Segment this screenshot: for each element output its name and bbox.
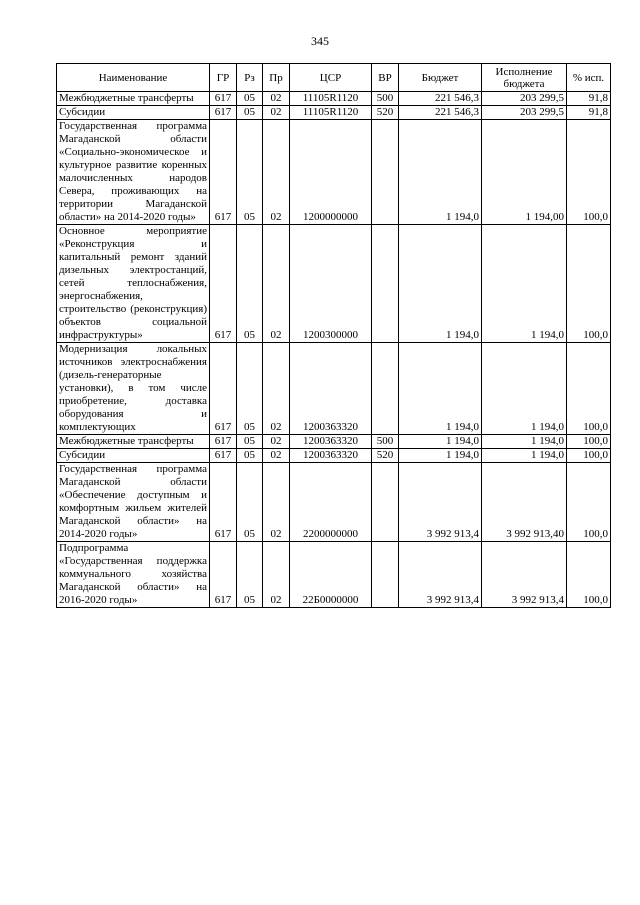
row-budget: 1 194,0 <box>399 449 482 463</box>
row-gr: 617 <box>210 120 237 225</box>
row-budget: 221 546,3 <box>399 106 482 120</box>
row-budget: 1 194,0 <box>399 120 482 225</box>
row-execution: 203 299,5 <box>482 92 567 106</box>
row-pr: 02 <box>263 120 290 225</box>
header-gr: ГР <box>210 64 237 92</box>
row-rz: 05 <box>237 463 263 542</box>
row-vr: 500 <box>372 435 399 449</box>
table-row <box>57 435 611 449</box>
row-rz: 05 <box>237 542 263 608</box>
row-percent: 91,8 <box>567 106 611 120</box>
row-percent: 100,0 <box>567 343 611 435</box>
row-gr: 617 <box>210 435 237 449</box>
row-budget: 1 194,0 <box>399 343 482 435</box>
row-percent: 100,0 <box>567 463 611 542</box>
row-gr: 617 <box>210 92 237 106</box>
row-csr: 11105R1120 <box>290 106 372 120</box>
row-rz: 05 <box>237 435 263 449</box>
row-budget: 1 194,0 <box>399 435 482 449</box>
row-execution: 1 194,0 <box>482 343 567 435</box>
row-name: Государственная программа Магаданской области «Обеспечение доступным и комфортным жильем жителей Магаданской области» на 2014-2020 годы» <box>57 463 210 542</box>
header-pr: Пр <box>263 64 290 92</box>
row-execution: 1 194,0 <box>482 225 567 343</box>
table-row <box>57 92 611 106</box>
row-budget: 3 992 913,4 <box>399 463 482 542</box>
row-vr <box>372 542 399 608</box>
row-gr: 617 <box>210 343 237 435</box>
row-pr: 02 <box>263 449 290 463</box>
row-pr: 02 <box>263 92 290 106</box>
row-csr: 1200000000 <box>290 120 372 225</box>
row-rz: 05 <box>237 343 263 435</box>
row-rz: 05 <box>237 120 263 225</box>
header-csr: ЦСР <box>290 64 372 92</box>
row-execution: 3 992 913,40 <box>482 463 567 542</box>
row-vr: 500 <box>372 92 399 106</box>
row-execution: 1 194,0 <box>482 435 567 449</box>
header-name: Наименование <box>57 64 210 92</box>
row-name: Субсидии <box>57 106 210 120</box>
row-csr: 11105R1120 <box>290 92 372 106</box>
header-budget: Бюджет <box>399 64 482 92</box>
row-name: Основное мероприятие «Реконструкция и капитальный ремонт зданий дизельных электростанций, сетей теплоснабжения, энергоснабжения, строительство (реконструкция) объектов социальной инфраструктуры» <box>57 225 210 343</box>
table-row <box>57 343 611 435</box>
budget-table <box>56 63 611 608</box>
row-rz: 05 <box>237 92 263 106</box>
table-row <box>57 463 611 542</box>
row-name: Государственная программа Магаданской области «Социально-экономическое и культурное развитие коренных малочисленных народов Севера, проживающих на территории Магаданской области» на 2014-2020 годы» <box>57 120 210 225</box>
row-gr: 617 <box>210 542 237 608</box>
row-vr <box>372 343 399 435</box>
row-rz: 05 <box>237 449 263 463</box>
row-vr: 520 <box>372 106 399 120</box>
table-row <box>57 120 611 225</box>
row-name: Субсидии <box>57 449 210 463</box>
row-gr: 617 <box>210 106 237 120</box>
table-row <box>57 106 611 120</box>
row-rz: 05 <box>237 225 263 343</box>
row-budget: 221 546,3 <box>399 92 482 106</box>
row-rz: 05 <box>237 106 263 120</box>
row-csr: 2200000000 <box>290 463 372 542</box>
row-percent: 100,0 <box>567 225 611 343</box>
row-execution: 3 992 913,4 <box>482 542 567 608</box>
row-percent: 100,0 <box>567 542 611 608</box>
row-percent: 100,0 <box>567 435 611 449</box>
row-vr <box>372 225 399 343</box>
row-execution: 1 194,0 <box>482 449 567 463</box>
row-pr: 02 <box>263 106 290 120</box>
row-csr: 1200363320 <box>290 343 372 435</box>
header-execution: Исполнение бюджета <box>482 64 567 92</box>
row-percent: 91,8 <box>567 92 611 106</box>
row-csr: 1200363320 <box>290 435 372 449</box>
row-pr: 02 <box>263 343 290 435</box>
header-rz: Рз <box>237 64 263 92</box>
row-vr <box>372 463 399 542</box>
row-csr: 1200363320 <box>290 449 372 463</box>
row-execution: 203 299,5 <box>482 106 567 120</box>
row-gr: 617 <box>210 449 237 463</box>
row-gr: 617 <box>210 225 237 343</box>
row-pr: 02 <box>263 542 290 608</box>
row-vr <box>372 120 399 225</box>
row-percent: 100,0 <box>567 449 611 463</box>
row-percent: 100,0 <box>567 120 611 225</box>
table-row <box>57 225 611 343</box>
row-budget: 1 194,0 <box>399 225 482 343</box>
row-name: Модернизация локальных источников электроснабжения (дизель-генераторные установки), в том числе приобретение, доставка оборудования и комплектующих <box>57 343 210 435</box>
row-csr: 1200300000 <box>290 225 372 343</box>
header-percent: % исп. <box>567 64 611 92</box>
table-header-row <box>57 64 611 92</box>
table-row <box>57 449 611 463</box>
row-gr: 617 <box>210 463 237 542</box>
table-row <box>57 542 611 608</box>
row-budget: 3 992 913,4 <box>399 542 482 608</box>
header-vr: ВР <box>372 64 399 92</box>
row-execution: 1 194,00 <box>482 120 567 225</box>
row-pr: 02 <box>263 225 290 343</box>
row-csr: 22Б0000000 <box>290 542 372 608</box>
page-number: 345 <box>311 34 329 48</box>
row-pr: 02 <box>263 463 290 542</box>
row-pr: 02 <box>263 435 290 449</box>
row-name: Подпрограмма «Государственная поддержка коммунального хозяйства Магаданской области» на 2016-2020 годы» <box>57 542 210 608</box>
row-name: Межбюджетные трансферты <box>57 435 210 449</box>
row-vr: 520 <box>372 449 399 463</box>
row-name: Межбюджетные трансферты <box>57 92 210 106</box>
